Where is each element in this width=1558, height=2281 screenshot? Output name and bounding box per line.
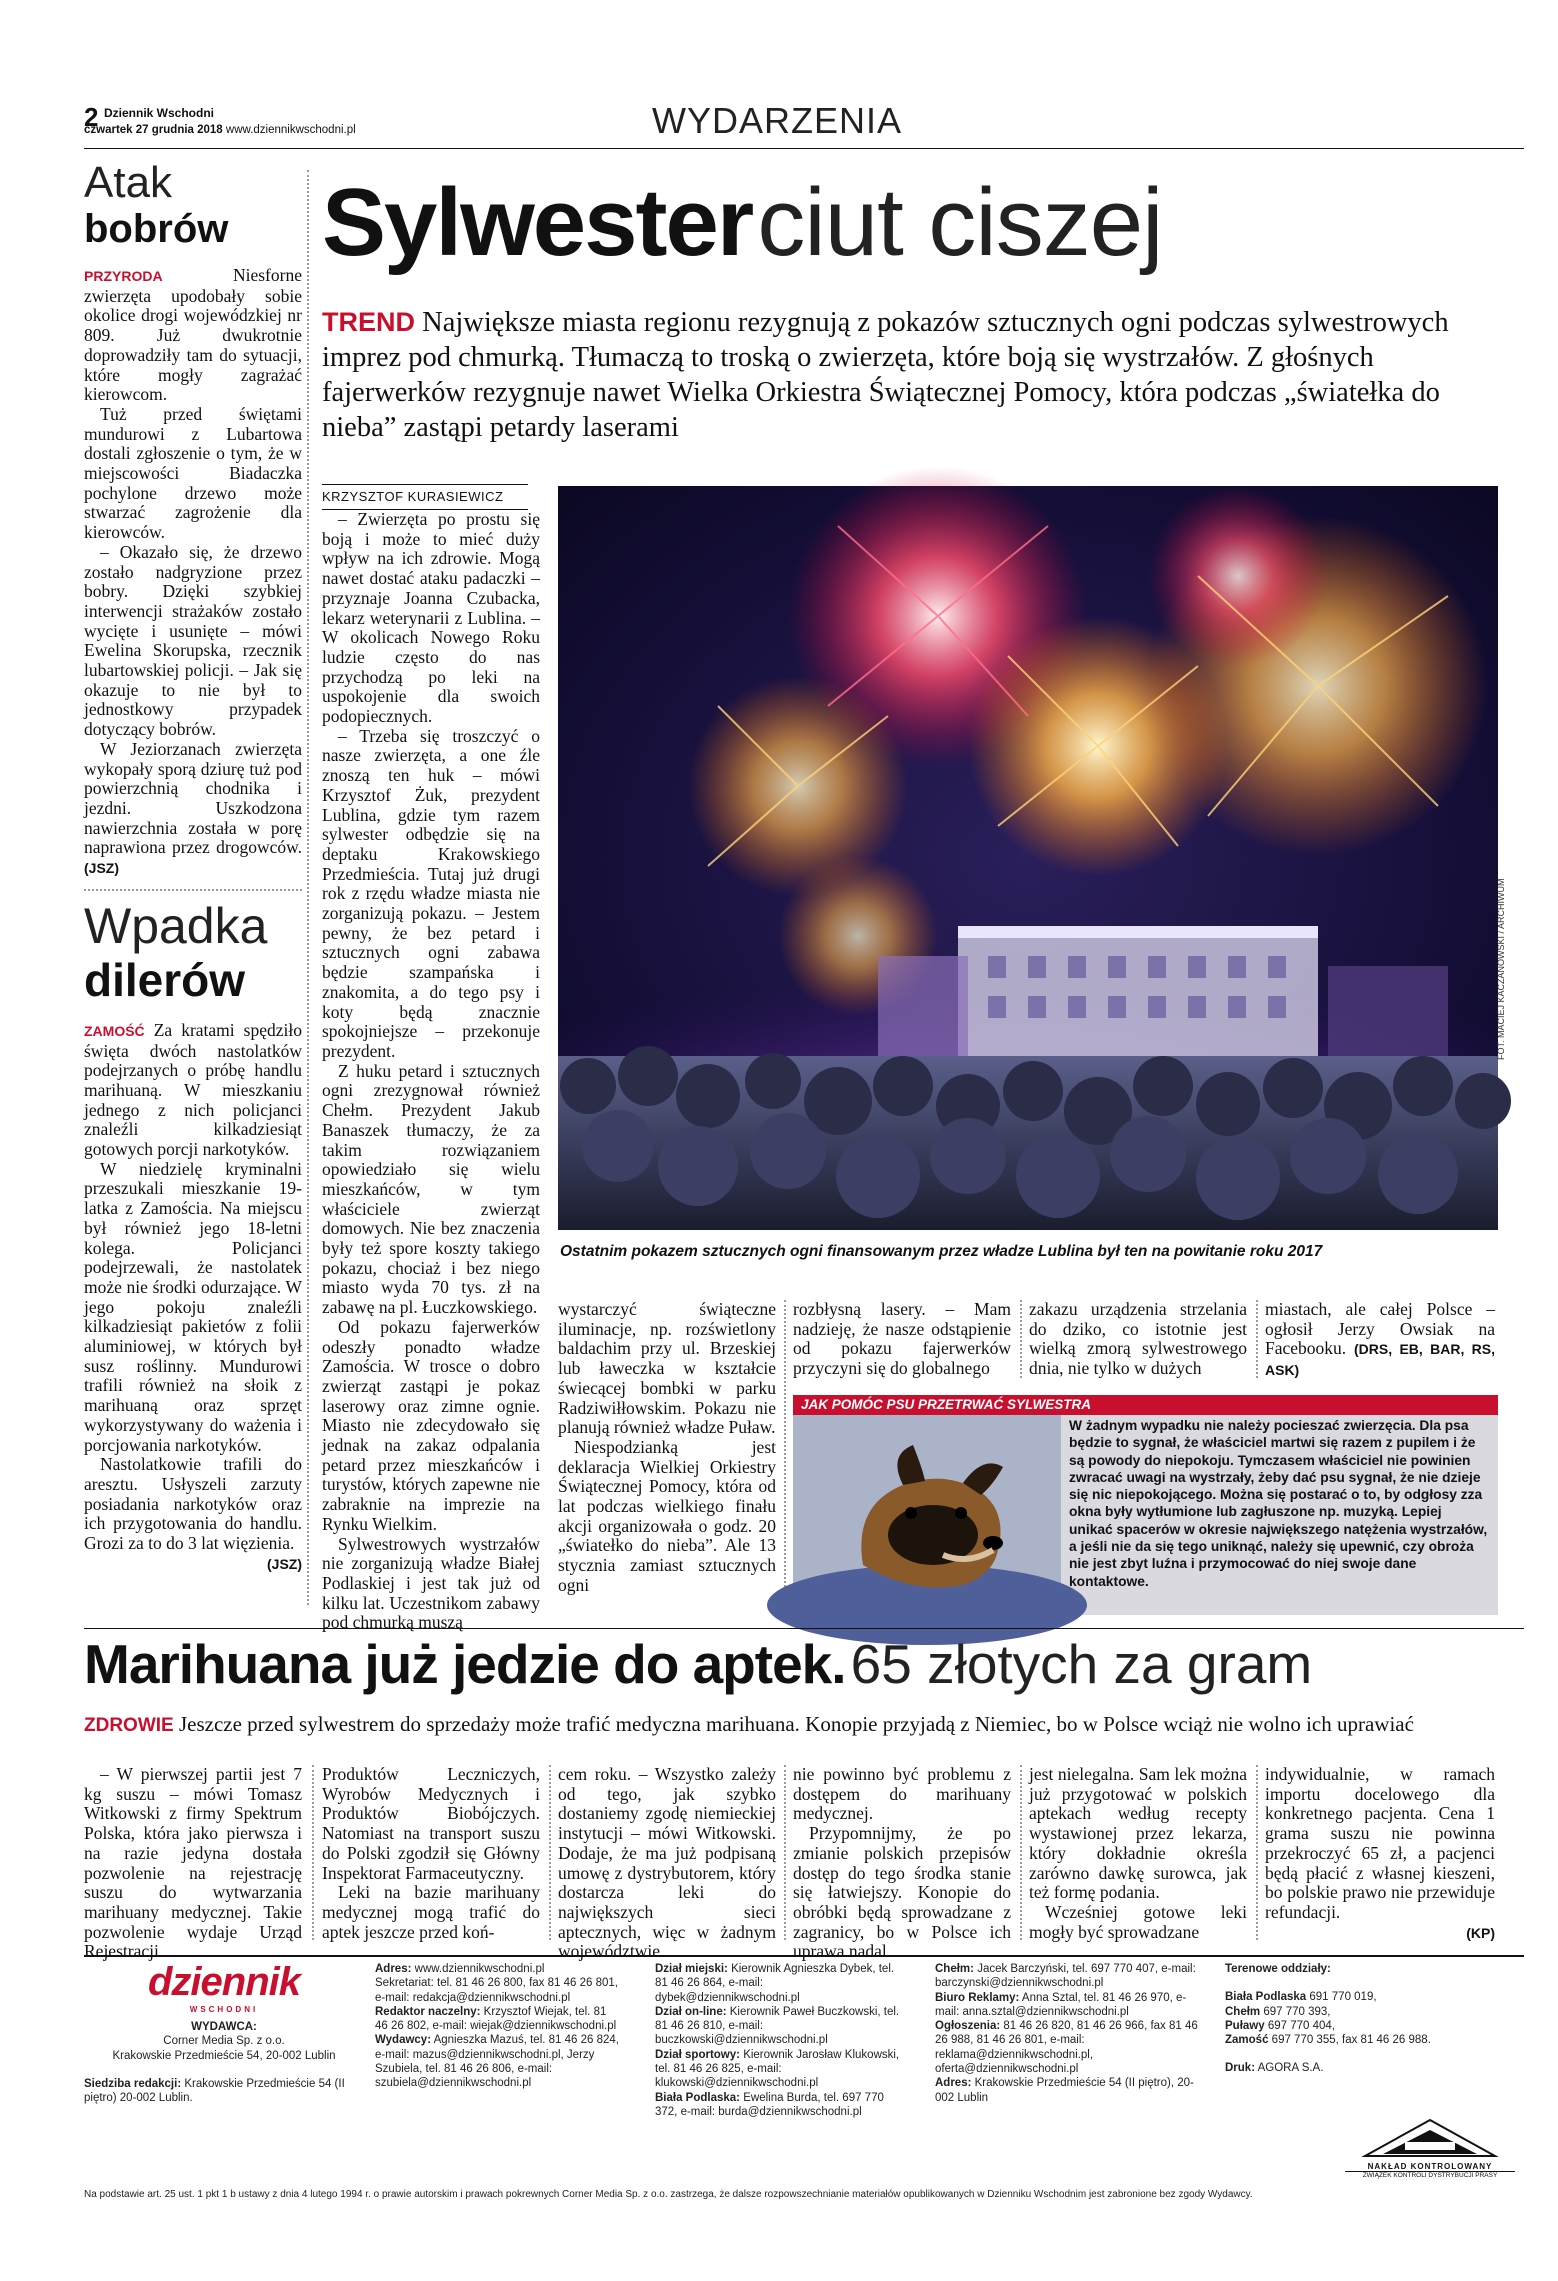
brief-dealers <box>84 899 302 1575</box>
footer-text: Kierownik Paweł Buczkowski, tel. 81 46 26 810, e-mail: buczkowski@dziennikwschodni.pl <box>655 2005 900 2047</box>
lead-text: Największe miasta regionu rezygnują z pokazów sztucznych ogni podczas sylwestrowych imprez pod chmurką. Tłumaczą to troską o zwierzęta, które boją się wystrzałów. Z głośnych fajerwerków rezygnuje nawet Wielka Orkiestra Świątecznej Pomocy, która podczas „światełka do nieba” zastąpi petardy laserami <box>322 307 1449 443</box>
headline-bold: Sylwester <box>322 169 753 276</box>
footer-link[interactable]: www.dziennikwschodni.pl <box>414 1963 545 1975</box>
signature: (JSZ) <box>267 1555 302 1572</box>
footer-text: Anna Sztal, tel. 81 46 26 970, e-mail: anna.sztal@dziennikwschodni.pl <box>935 1991 1187 2018</box>
footer-text: 697 770 393, <box>1263 2005 1331 2018</box>
footer-label: Puławy <box>1225 2019 1265 2032</box>
paper-logo <box>84 1962 364 2011</box>
footer-col-b <box>655 1962 905 2119</box>
footer-label: Redaktor naczelny: <box>375 2005 481 2018</box>
brief-title-bold: bobrów <box>84 207 229 251</box>
page-number: 2 <box>84 102 99 132</box>
article-paragraph: Sylwestrowych wystrzałów nie zorganizują władze Białej Podlaskiej i jest tak już od kilku lat. Uczestnikom zabawy pod chmurką muszą <box>322 1533 540 1633</box>
bottom-lead-text: Jeszcze przed sylwestrem do sprzedaży może trafić medyczna marihuana. Konopie przyjadą z Niemiec, bo w Polsce wciąż nie wolno ich uprawiać <box>178 1712 1414 1736</box>
bottom-column-3 <box>558 1764 776 1962</box>
footer-label: Biała Podlaska <box>1225 1991 1307 2004</box>
footer-col-d <box>1225 1962 1520 2076</box>
issue-date <box>84 124 356 136</box>
photo-caption: Ostatnim pokazem sztucznych ogni finansowanym przez władze Lublina był ten na powitanie roku 2017 <box>560 1243 1323 1260</box>
logo-sub: WSCHODNI <box>189 2005 259 2014</box>
column-divider <box>784 1765 786 1940</box>
article-paragraph: miastach, ale całej Polsce – ogłosił Jerzy Owsiak na Facebooku. <box>1265 1299 1495 1359</box>
author-name: KRZYSZTOF KURASIEWICZ <box>322 489 504 504</box>
footer-label: Wydawcy: <box>375 2034 432 2047</box>
footer-text: 691 770 019, <box>1309 1991 1377 2004</box>
infobox-title: JAK POMÓC PSU PRZETRWAĆ SYLWESTRA <box>793 1395 1498 1415</box>
main-lead <box>322 305 1502 445</box>
brief-paragraph: Tuż przed świętami mundurowi z Lubartowa dostali zgłoszenie o tym, że w miejscowości Biadaczka pochylone drzewo może stwarzać zagrożenie dla kierowców. <box>84 403 302 543</box>
column-divider <box>784 1300 786 1615</box>
article-paragraph: wystarczyć świąteczne iluminacje, np. rozświetlony baldachim przy ul. Brzeskiej lub ławeczka w kształcie świecącej bombki w parku Radziwiłłowskim. Pokazu nie planują również władze Puław. <box>558 1299 776 1438</box>
footer-rule <box>84 1955 1524 1957</box>
footer-label: Chełm <box>1225 2005 1261 2018</box>
bottom-lead <box>84 1712 1524 1738</box>
seat-address: Krakowskie Przedmieście 54 (II piętro) 20-002 Lublin. <box>84 2077 345 2105</box>
footer-text: AGORA S.A. <box>1257 2062 1324 2075</box>
website-text[interactable]: www.dziennikwschodni.pl <box>225 124 356 136</box>
bottom-headline-bold: Marihuana już jedzie do aptek. <box>84 1633 846 1695</box>
bottom-headline <box>84 1632 1524 1696</box>
footer-text: 697 770 355, fax 81 46 26 988. <box>1271 2034 1431 2047</box>
bottom-lead-tag: ZDROWIE <box>84 1715 174 1736</box>
article-paragraph: cem roku. – Wszystko zależy od tego, jak szybko dostaniemy zgodę niemieckiej instytucji – mówi Witkowski. Dodaje, że ma już podpisaną umowę z dystrybutorem, który dostarcza leki do największych sieci aptecznych, więc w żadnym województwie <box>558 1764 776 1962</box>
bottom-column-2 <box>322 1765 540 1945</box>
column-divider <box>1256 1300 1258 1378</box>
photo-credit: FOT. MACIEJ KACZANOWSKI / ARCHIWUM <box>1496 878 1506 1060</box>
brief-lead: Niesforne zwierzęta upodobały sobie okolice drogi wojewódzkiej nr 809. Już dwukrotnie doprowadziły tam do sytuacji, które mogły zagrażać kierowcom. <box>84 265 302 405</box>
article-paragraph: jest nielegalna. Sam lek można już przygotować w polskich aptekach według recepty wystawionej przez lekarza, który dokładnie określa zarówno dawkę surowca, jak też formę podania. <box>1029 1764 1247 1903</box>
author-byline <box>322 484 528 510</box>
bottom-column-1 <box>84 1764 302 1962</box>
column-divider <box>549 1765 551 1940</box>
brief-title-light: Atak <box>84 158 173 207</box>
article-paragraph: rozbłysną lasery. – Mam nadzieję, że nasze odstąpienie od pokazu fajerwerków przyczyni się do globalnego <box>793 1299 1011 1379</box>
footer-label: Ogłoszenia: <box>935 2020 1001 2033</box>
footer-text: 81 46 26 820, 81 46 26 966, fax 81 46 26 988, 81 46 26 801, e-mail: reklama@dziennikwschodni.pl, oferta@dziennikwschodni.pl <box>935 2020 1198 2076</box>
footer-text: Ewelina Burda, tel. 697 770 372, e-mail: burda@dziennikwschodni.pl <box>655 2091 884 2118</box>
article-paragraph: – Trzeba się troszczyć o nasze zwierzęta, a one źle znoszą ten huk – mówi Krzysztof Żuk, prezydent Lublina, gdzie tym razem sylwester odbędzie się na deptaku Krakowskiego Przedmieścia. Tutaj już drugi rok z rzędu władze miasta nie zorganizują pokazu. – Jestem pewny, że bez petard i sztucznych ogni zabawa będzie szampańska i znakomita, a do tego psy i koty będą znacznie spokojniejsze – przekonuje prezydent. <box>322 725 540 1061</box>
footer-label: Dział sportowy: <box>655 2048 740 2061</box>
footer-text: Jacek Barczyński, tel. 697 770 407, e-mail: barczynski@dziennikwschodni.pl <box>935 1963 1196 1990</box>
brief-beavers <box>84 160 302 879</box>
article-column-5 <box>1265 1300 1495 1380</box>
signature: (KP) <box>1466 1924 1495 1941</box>
footer-label: Adres: <box>935 2077 972 2090</box>
footer-text: Krzysztof Wiejak, tel. 81 46 26 802, e-mail: wiejak@dziennikwschodni.pl <box>375 2005 617 2033</box>
signature: (JSZ) <box>84 860 119 877</box>
article-paragraph: Przypomnijmy, że po zmianie polskich przepisów dostęp do tego środka stanie się łatwiejszy. Konopie do obróbki będą sprowadzane z zagranicy, bo w Polsce ich uprawa nadal <box>793 1823 1011 1962</box>
sidebar-column <box>84 160 302 1615</box>
article-paragraph: – Zwierzęta po prostu się boją i może to mieć duży wpływ na ich zdrowie. Mogą nawet dostać ataku padaczki – przyznaje Joanna Czubacka, lekarz weterynarii z Lublina. – W okolicach Nowego Roku ludzie często do nas przychodzą po leki na uspokojenie dla swoich podopiecznych. <box>322 509 540 727</box>
column-divider <box>1256 1765 1258 1940</box>
footer-label: Dział on-line: <box>655 2005 727 2018</box>
column-divider <box>1020 1765 1022 1940</box>
article-paragraph: Produktów Leczniczych, Wyrobów Medycznych i Produktów Biobójczych. Natomiast na transport suszu do Polski zgodził się Główny Inspektorat Farmaceutyczny. <box>322 1764 540 1883</box>
bottom-column-4 <box>793 1764 1011 1962</box>
column-divider <box>1020 1300 1022 1378</box>
brief-paragraph: W Jeziorzanach zwierzęta wykopały sporą dziurę tuż pod powierzchnią chodnika i jezdni. Uszkodzona nawierzchnia została w porę naprawiona przez drogowców. <box>84 738 302 858</box>
article-paragraph: Od pokazu fajerwerków odeszły ponadto władze Zamościa. W trosce o dobro zwierząt zastąpi je pokaz laserowy oraz zimne ognie. Miasto nie zdecydowało się jednak na zakaz odpalania petard przez mieszkańców i turystów, których zapewne nie zabraknie na imprezie na Rynku Wielkim. <box>322 1316 540 1534</box>
crowd <box>558 1046 1511 1230</box>
column-divider <box>312 1765 314 1940</box>
footer-publisher <box>84 1962 364 2105</box>
footer-label: Dział miejski: <box>655 1963 728 1975</box>
footer-col-c <box>935 1962 1200 2105</box>
seat-label: Siedziba redakcji: <box>84 2077 182 2090</box>
article-paragraph: nie powinno być problemu z dostępem do marihuany medycznej. <box>793 1764 1011 1824</box>
brief-divider <box>84 889 302 891</box>
article-column-1 <box>322 509 540 1633</box>
publisher-name: Corner Media Sp. z o.o. <box>163 2035 285 2048</box>
footer-label: Adres: <box>375 1963 412 1975</box>
bottom-rule <box>84 1628 1524 1629</box>
publisher-address: Krakowskie Przedmieście 54, 20-002 Lublin <box>112 2049 336 2062</box>
footer-label: Biuro Reklamy: <box>935 1991 1020 2004</box>
footer-label: Chełm: <box>935 1963 974 1975</box>
fireworks-photo <box>558 486 1498 1230</box>
fireworks-illustration <box>558 486 1498 1230</box>
infobox <box>793 1395 1498 1615</box>
circulation-badge <box>1345 2118 1515 2180</box>
brief-title-bold: dilerów <box>84 953 246 1006</box>
footer-text: Kierownik Jarosław Klukowski, tel. 81 46 26 825, e-mail: klukowski@dziennikwschodni.pl <box>655 2048 900 2090</box>
article-column-4 <box>1029 1300 1247 1380</box>
paper-name: Dziennik Wschodni <box>104 106 215 120</box>
signature: (DRS, EB, BAR, RS, ASK) <box>1265 1341 1495 1379</box>
footer-label: Druk: <box>1225 2062 1256 2075</box>
article-paragraph: indywidualnie, w ramach importu docelowego dla konkretnego pacjenta. Cena 1 grama suszu nie powinna przekroczyć 65 zł, a pacjenci będą płacić z własnej kieszeni, bo polskie prawo nie przewiduje refundacji. <box>1265 1764 1495 1922</box>
article-paragraph: Wcześniej gotowe leki mogły być sprowadzane <box>1029 1901 1247 1942</box>
brief-paragraph: – Okazało się, że drzewo zostało nadgryzione przez bobry. Dzięki szybkiej interwencji strażaków zostało wycięte i usunięte – mówi Ewelina Skorupska, rzecznik lubartowskiej policji. – Jak się okazuje to nie był to jednostkowy przypadek dotyczący bobrów. <box>84 541 302 740</box>
main-headline <box>322 168 1522 278</box>
branches-title: Terenowe oddziały: <box>1225 1963 1331 1975</box>
publisher-label: WYDAWCA: <box>191 2021 257 2033</box>
article-column-2 <box>558 1300 776 1615</box>
brief-lead: Za kratami spędziło święta dwóch nastolatków podejrzanych o próbę handlu marihuaną. W mieszkaniu jednego z nich policjanci znaleźli kilkadziesiąt gotowych porcji narkotyków. <box>84 1019 302 1160</box>
badge-icon <box>1345 2118 1515 2158</box>
brief-paragraph: W niedzielę kryminalni przeszukali mieszkanie 19-latka z Zamościa. Na miejscu był również jego 18-letni kolega. Policjanci podejrzewali, że nastolatek może nie środki odurzające. W jego pokoju znaleźli kilkadziesiąt pakietów z folii aluminiowej, w których był susz roślinny. Mundurowi trafili również na słoik z marihuaną oraz sprzęt wykorzystywany do ważenia i porcjowania narkotyków. <box>84 1158 302 1455</box>
footer-text: Sekretariat: tel. 81 46 26 800, fax 81 46 26 801, e-mail: redakcja@dziennikwschodni.pl <box>375 1977 618 2004</box>
page-header <box>84 100 1524 150</box>
category-tag: ZAMOŚĆ <box>84 1022 145 1039</box>
headline-light: ciut ciszej <box>757 169 1163 276</box>
article-paragraph: zakazu urządzenia strzelania do dziko, co istotnie jest wielką zmorą sylwestrowego dnia, nie tylko w dużych <box>1029 1299 1247 1379</box>
badge-line2: ZWIĄZEK KONTROLI DYSTRYBUCJI PRASY <box>1345 2171 1515 2179</box>
footer-text: Kierownik Agnieszka Dybek, tel. 81 46 26 864, e-mail: dybek@dziennikwschodni.pl <box>655 1963 895 2004</box>
logo-text: dziennik <box>147 1960 301 2004</box>
footer-text: Krakowskie Przedmieście 54 (II piętro), 20-002 Lublin <box>935 2077 1194 2104</box>
legal-notice: Na podstawie art. 25 ust. 1 pkt 1 b ustawy z dnia 4 lutego 1994 r. o prawie autorskim i prawach pokrewnych Corner Media Sp. z o.o. zastrzega, że dalsze rozpowszechnianie materiałów opublikowanych w Dzienniku Wschodnim jest zabronione bez zgody Wydawcy. <box>84 2189 1253 2200</box>
infobox-text: W żadnym wypadku nie należy pocieszać zwierzęcia. Dla psa będzie to sygnał, że właściciel martwi się razem z pupilem i że są powody do niepokoju. Tymczasem właściciel nie powinien zwracać uwagi na wystrzały, żeby dać psu sygnał, że nie dzieje się nic niepokojącego. Można się postarać o to, by odgłosy zza okna były wytłumione lub zagłuszone np. muzyką. Lepiej unikać spacerów w okresie największego natężenia wystrzałów, a jeśli nie da się tego uniknąć, należy się upewnić, czy obroża nie jest zbyt luźna i przymocować do niej swoje dane kontaktowe. <box>1069 1418 1488 1589</box>
brief-paragraph: Nastolatkowie trafili do aresztu. Usłyszeli zarzuty posiadania narkotyków oraz ich przygotowania do handlu. Grozi za to do 3 lat więzienia. <box>84 1454 302 1554</box>
article-paragraph: Leki na bazie marihuany medycznej mogą trafić do aptek jeszcze przed koń- <box>322 1882 540 1942</box>
footer-text: 697 770 404, <box>1267 2019 1335 2032</box>
article-paragraph: Z huku petard i sztucznych ogni zrezygnował również Chełm. Prezydent Jakub Banaszek tłumaczy, że za takim rozwiązaniem opowiedziało się wielu mieszkańców, w tym właściciele zwierząt domowych. Nie bez znaczenia były też spore koszty takiego pokazu, chociaż i bez niego miasto wyda 70 tys. zł na zabawę na pl. Łuczkowskiego. <box>322 1060 540 1318</box>
bottom-headline-light: 65 złotych za gram <box>850 1633 1313 1695</box>
sidebar-divider <box>307 170 309 1605</box>
category-tag: PRZYRODA <box>84 268 163 284</box>
article-paragraph: Niespodzianką jest deklaracja Wielkiej Orkiestry Świątecznej Pomocy, która od lat podczas wielkiego finału akcji organizowała o godz. 20 „światełko do nieba”. Ale 13 stycznia zamiast sztucznych ogni <box>558 1436 776 1595</box>
date-text: czwartek 27 grudnia 2018 <box>84 124 223 136</box>
dog-photo <box>793 1415 1061 1615</box>
header-rule <box>84 148 1524 149</box>
footer-text: Agnieszka Mazuś, tel. 81 46 26 824, e-mail: mazus@dziennikwschodni.pl, Jerzy Szubiela, tel. 81 46 26 806, e-mail: szubiela@dziennikwschodni.pl <box>375 2034 619 2090</box>
article-column-3 <box>793 1300 1011 1380</box>
footer-col-a <box>375 1962 620 2091</box>
lead-tag: TREND <box>322 307 415 337</box>
footer-label: Biała Podlaska: <box>655 2091 741 2104</box>
dog-illustration <box>793 1415 1061 1615</box>
footer-label: Zamość <box>1225 2034 1269 2047</box>
article-paragraph: – W pierwszej partii jest 7 kg suszu – mówi Tomasz Witkowski z firmy Spektrum Polska, która jako pierwsza i na razie jedyna dostała pozwolenie na rejestrację suszu do wytwarzania marihuany medycznej. Takie pozwolenie wydaje Urząd Rejestracji <box>84 1764 302 1962</box>
section-title: WYDARZENIA <box>652 100 903 141</box>
bottom-column-6 <box>1265 1765 1495 1945</box>
brief-title-light: Wpadka <box>84 897 268 954</box>
badge-line1: NAKŁAD KONTROLOWANY <box>1367 2162 1493 2171</box>
bottom-column-5 <box>1029 1765 1247 1945</box>
